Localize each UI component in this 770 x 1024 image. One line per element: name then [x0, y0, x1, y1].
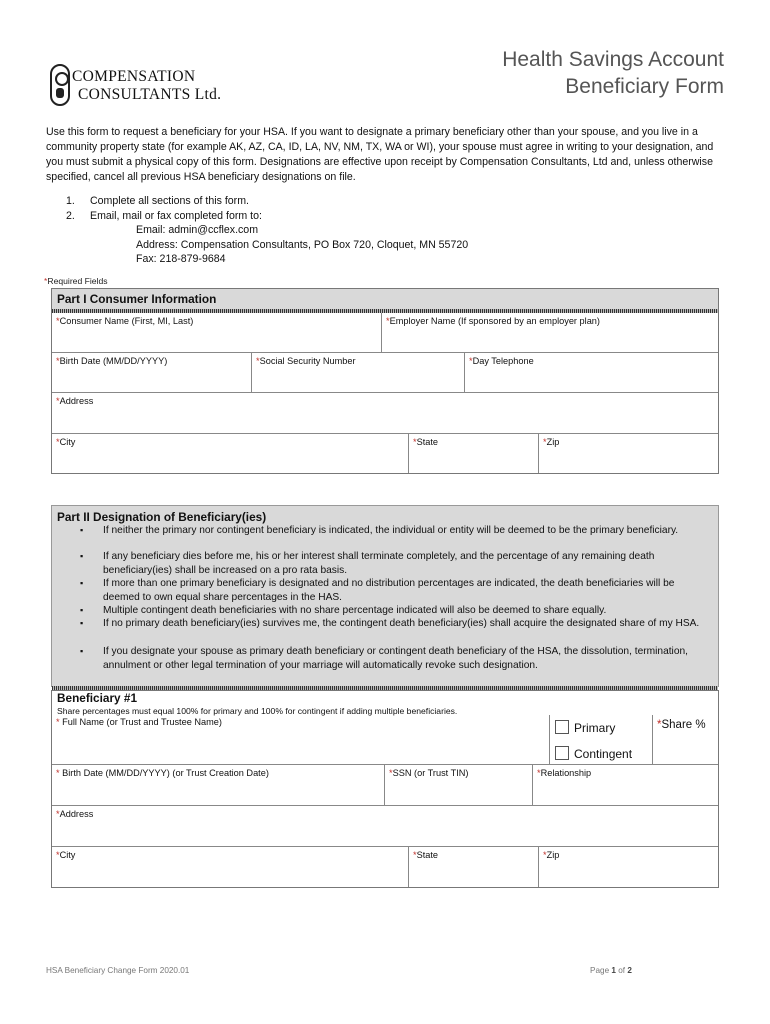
- bullet-icon: ▪: [80, 551, 84, 561]
- bullet-icon: ▪: [80, 525, 84, 535]
- consumer-name-field[interactable]: *Consumer Name (First, MI, Last): [52, 313, 382, 353]
- contact-info: [136, 223, 468, 267]
- contact-address: Address: Compensation Consultants, PO Box 720, Cloquet, MN 55720: [136, 238, 469, 251]
- company-logo: [50, 62, 240, 108]
- instruction-steps: [66, 194, 262, 223]
- contact-fax: Fax: 218-879-9684: [136, 253, 226, 265]
- zip-field[interactable]: *Zip: [543, 437, 560, 447]
- beneficiary-full-name-field[interactable]: * Full Name (or Trust and Trustee Name): [52, 715, 550, 765]
- part1-header: Part I Consumer Information: [52, 289, 718, 309]
- primary-label: Primary: [574, 721, 616, 735]
- form-title-line1: Health Savings Account: [502, 48, 724, 71]
- contingent-label: Contingent: [574, 747, 633, 761]
- share-percent-field[interactable]: *Share %: [653, 715, 718, 765]
- logo-emblem-icon: [50, 64, 70, 106]
- required-asterisk: *: [44, 276, 48, 286]
- step-text: Complete all sections of this form.: [90, 195, 249, 207]
- step-number: 2.: [66, 209, 75, 222]
- required-note-text: Required Fields: [47, 276, 108, 286]
- relationship-field[interactable]: *Relationship: [533, 765, 718, 806]
- address-field[interactable]: *Address: [52, 393, 718, 434]
- intro-paragraph: Use this form to request a beneficiary for your HSA. If you want to designate a primary beneficiary other than your spouse, and you live in a community property state (for example AK, AZ, CA, ID, LA, NV, NM, TX, WA or WI), your spouse must agree in writing to your designation, and you must submit a physical copy of this form. Designations are effective upon receipt by Compensation Consultants, Ltd and, unless otherwise specified, cancel all previous HSA beneficiary designations on file.: [46, 126, 714, 183]
- form-title: [502, 46, 724, 100]
- designation-type-cell: [550, 715, 653, 765]
- day-telephone-field[interactable]: *Day Telephone: [465, 353, 718, 393]
- step-item: [66, 194, 262, 209]
- primary-checkbox[interactable]: [555, 720, 569, 734]
- page-indicator: Page 1 of 2: [590, 966, 632, 975]
- part2-header: Part II Designation of Beneficiary(ies): [57, 510, 267, 524]
- bullet-icon: ▪: [80, 578, 84, 588]
- logo-line2: CONSULTANTS Ltd.: [78, 86, 222, 103]
- state-field[interactable]: *State: [409, 434, 539, 473]
- ssn-field[interactable]: *Social Security Number: [252, 353, 465, 393]
- share-note: Share percentages must equal 100% for primary and 100% for contingent if adding multiple beneficiaries.: [57, 706, 458, 716]
- beneficiary-city-field[interactable]: *City: [52, 847, 409, 887]
- step-text: Email, mail or fax completed form to:: [90, 209, 262, 222]
- logo-line1: COMPENSATION: [72, 68, 196, 85]
- beneficiary-address-field[interactable]: *Address: [52, 806, 718, 847]
- contact-email: Email: admin@ccflex.com: [136, 224, 259, 236]
- step-number: 1.: [66, 195, 75, 207]
- city-field[interactable]: *City: [52, 434, 409, 473]
- step-item: [66, 209, 262, 224]
- contingent-checkbox[interactable]: [555, 746, 569, 760]
- beneficiary1-header: Beneficiary #1: [57, 691, 138, 705]
- required-fields-note: [44, 276, 108, 286]
- beneficiary-birth-date-field[interactable]: * Birth Date (MM/DD/YYYY) (or Trust Creation Date): [52, 765, 385, 806]
- bullet-icon: ▪: [80, 605, 84, 615]
- footer-form-id: HSA Beneficiary Change Form 2020.01: [46, 966, 190, 975]
- birth-date-field[interactable]: *Birth Date (MM/DD/YYYY): [52, 353, 252, 393]
- beneficiary-zip-field[interactable]: *Zip: [543, 850, 560, 860]
- beneficiary-state-field[interactable]: *State: [409, 847, 539, 887]
- form-title-line2: Beneficiary Form: [565, 75, 724, 98]
- employer-name-field[interactable]: *Employer Name (If sponsored by an employer plan): [382, 313, 718, 353]
- beneficiary-ssn-field[interactable]: *SSN (or Trust TIN): [385, 765, 533, 806]
- bullet-icon: ▪: [80, 646, 84, 656]
- bullet-icon: ▪: [80, 618, 84, 628]
